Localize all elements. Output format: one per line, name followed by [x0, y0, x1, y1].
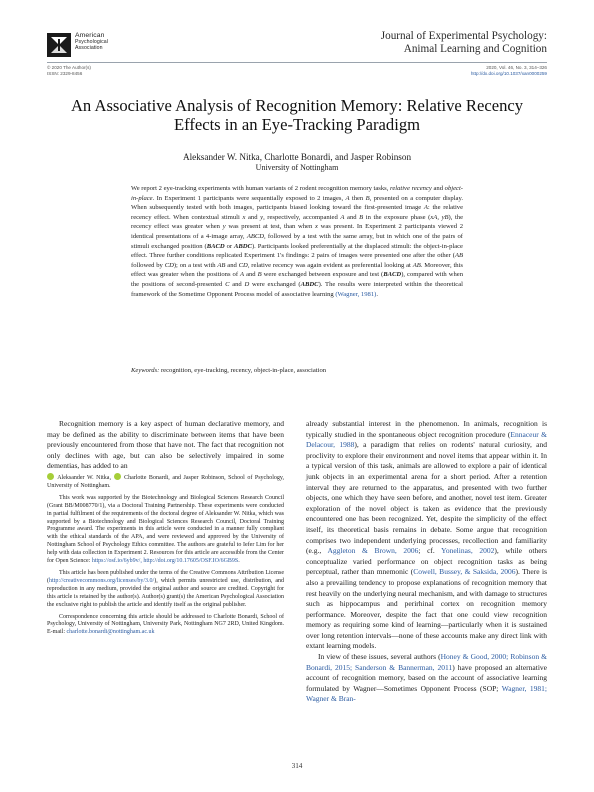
keywords-label: Keywords:: [131, 367, 160, 374]
body-left-column: [47, 419, 284, 472]
issn: ISSN: 2329-8456: [47, 70, 83, 76]
citation-link[interactable]: Ennaceur & Delacour, 1988: [306, 429, 547, 450]
affiliation: University of Nottingham: [255, 163, 339, 172]
funding-note: This work was supported by the Biotechnology and Biological Sciences Research Council (Grant BB/M008770/1), via a Doctoral Training Partnership. These experiments were conducted in partial fulfilment of the requirements of the doctoral degree of Aleksander W. Nitka, which was supported by a Biotechnology and Biological Sciences Research Council, Doctoral Training Programme award. The experiments in this article were conducted in a manner fully compliant with the ethical standards of the APA, and were reviewed and approved by the University of Nottingham School of Psychology Ethics committee. The authors are grateful to Iefer Lim for her help with data collection in Experiment 2. Resources for this article are accessible from the Center for Open Science: https://osf.io/6yb9v/, http://doi.org/10.17605/OSF.IO/6GB9S.: [47, 494, 284, 565]
correspondence-note: Correspondence concerning this article should be addressed to Charlotte Bonardi, School of Psychology, University of Nottingham, University Park, Nottingham NG7 2RD, United Kingdom. E-mail: charlotte.bonardi@nottingham.ac.uk: [47, 613, 284, 636]
citation-link[interactable]: Cowell, Bussey, & Saksida, 2006: [413, 567, 516, 577]
doi-link[interactable]: http://dx.doi.org/10.1037/xan0000259: [470, 70, 547, 76]
header-rule: [47, 62, 547, 63]
license-note: This article has been published under the terms of the Creative Commons Attribution License (http://creativecommons.org/licenses/by/3.0/), which permits unrestricted use, distribution, and reproduction in any medium, provided the original author and source are credited. Copyright for this article is retained by the author(s). Author(s) grant(s) the American Psychological Association the exclusive right to publish the article and identify itself as the original publisher.: [47, 569, 284, 608]
abstract: We report 2 eye-tracking experiments with human variants of 2 rodent recognition memory tasks, relative recency and object-in-place. In Experiment 1 participants were sequentially exposed to 2 images, A then B, presented on a computer display. When subsequently tested with both images, participants biased looking toward the first-presented image A: the relative recency effect. When contextual stimuli x and y, respectively, accompanied A and B in the exposure phase (xA, yB), the recency effect was greater when y was present at test, than when x was present. In Experiment 2 participants viewed 2 identical presentations of a 4-image array, ABCD, followed by a test with the same array, but in which one of the pairs of stimuli exchanged position (BACD or ABDC). Participants looked preferentially at the displaced stimuli: the object-in-place effect. Three further conditions replicated Experiment 1's findings: 2 pairs of images were presented one after the other (AB followed by CD); on a test with AB and CD, relative recency was again evident as preferential looking at AB. Moreover, this effect was greater when the positions of A and B were exchanged between exposure and test (BACD), compared with when the positions of second-presented C and D were exchanged (ABDC). The results were interpreted within the theoretical framework of the Sometime Opponent Process model of associative learning (Wagner, 1981).: [131, 185, 464, 298]
citation-link[interactable]: Yonelinas, 2002: [441, 546, 495, 556]
keywords: [131, 366, 463, 375]
orcid-icon[interactable]: [47, 473, 54, 480]
volume-info: 2020, Vol. 46, No. 3, 314–326: [486, 65, 547, 70]
authors: Aleksander W. Nitka, Charlotte Bonardi, and Jasper Robinson: [182, 152, 412, 162]
page-number: 314: [291, 762, 303, 770]
body-paragraph: Recognition memory is a key aspect of human declarative memory, and may be defined as the ability to discriminate between items that have been previously encountered from those that have not. The fact that recognition not only declines with age, but can also be selectively impaired in some dementias, has added to an: [47, 419, 284, 471]
citation-link[interactable]: Aggleton & Brown, 2006: [327, 546, 419, 556]
license-link[interactable]: http://creativecommons.org/licenses/by/3.0/: [49, 577, 155, 584]
body-paragraph: In view of these issues, several authors (Honey & Good, 2000; Robinson & Bonardi, 2015; Sanderson & Bannerman, 2011) have proposed an alternative account of recognition memory, based on the account of associative learning formulated by Wagner—Sometimes Opponent Process (SOP; Wagner, 1981; Wagner & Bran-: [306, 652, 547, 704]
publisher-line-3: Association: [75, 45, 103, 52]
body-right-column: [306, 419, 547, 705]
author-note: Aleksander W. Nitka, Charlotte Bonardi, and Jasper Robinson, School of Psychology, University of Nottingham.: [47, 475, 284, 489]
publisher-name: [75, 33, 108, 52]
journal-title: [381, 30, 547, 55]
journal-title-line-1: Journal of Experimental Psychology:: [380, 30, 547, 42]
journal-title-line-2: Animal Learning and Cognition: [403, 42, 547, 55]
copyright-block: [47, 65, 91, 77]
citation-link[interactable]: (Wagner, 1981): [335, 290, 377, 298]
keywords-list: recognition, eye-tracking, recency, object-in-place, association: [160, 367, 327, 374]
citation-link[interactable]: Wagner, 1981; Wagner & Bran-: [306, 683, 547, 704]
copyright: © 2020 The Author(s): [47, 65, 91, 70]
body-paragraph: already substantial interest in the phenomenon. In animals, recognition is typically studied in the spontaneous object recognition procedure (Ennaceur & Delacour, 1988), a paradigm that relies on rodents' natural curiosity, and proclivity to explore their environment and novel items that appear within it. In a typical version of this task, animals are allowed to explore a pair of identical junk objects in an experimental arena for a short period. After a retention interval they are returned to the apparatus, and presented with two further objects, one which they have seen before, and another, novel test item. Greater exploration of the novel object is taken as evidence that the previously encountered one has been recognized. Yet, despite the simplicity of the effect itself, its theoretical basis remains in debate. Some argue that recognition comprises two independent underlying processes, recollection and familiarity (e.g., Aggleton & Brown, 2006; cf. Yonelinas, 2002), while others conceptualize varied performance on object recognition tasks as being perceptual, rather than mnemonic (Cowell, Bussey, & Saksida, 2006). There is also a prevailing tendency to propose explanations of recognition memory that rest heavily on the underlying neural mechanism, and with damage to structures such as hippocampus and perirhinal cortex on recognition memory performance. Moreover, despite the fact that one could view recognition memory as requiring some kind of learning—particularly when it is sustained over long retention intervals—none of these accounts make any direct link with extant learning models.: [306, 419, 548, 651]
citation-block: [471, 65, 547, 77]
article-title: An Associative Analysis of Recognition Memory: Relative Recency Effects in an Eye-Tracking Paradigm: [70, 96, 524, 134]
apa-logo-icon: [47, 33, 71, 57]
publisher-line-1: American: [75, 32, 105, 39]
publisher-line-2: Psychological: [75, 39, 109, 46]
email-link[interactable]: charlotte.bonardi@nottingham.ac.uk: [66, 629, 155, 636]
footnotes: [47, 473, 284, 641]
osf-link[interactable]: https://osf.io/6yb9v/, http://doi.org/10.17605/OSF.IO/6GB9S: [91, 558, 239, 565]
orcid-icon[interactable]: [114, 473, 121, 480]
citation-link[interactable]: Honey & Good, 2000; Robinson & Bonardi, 2015; Sanderson & Bannerman, 2011: [306, 652, 547, 672]
